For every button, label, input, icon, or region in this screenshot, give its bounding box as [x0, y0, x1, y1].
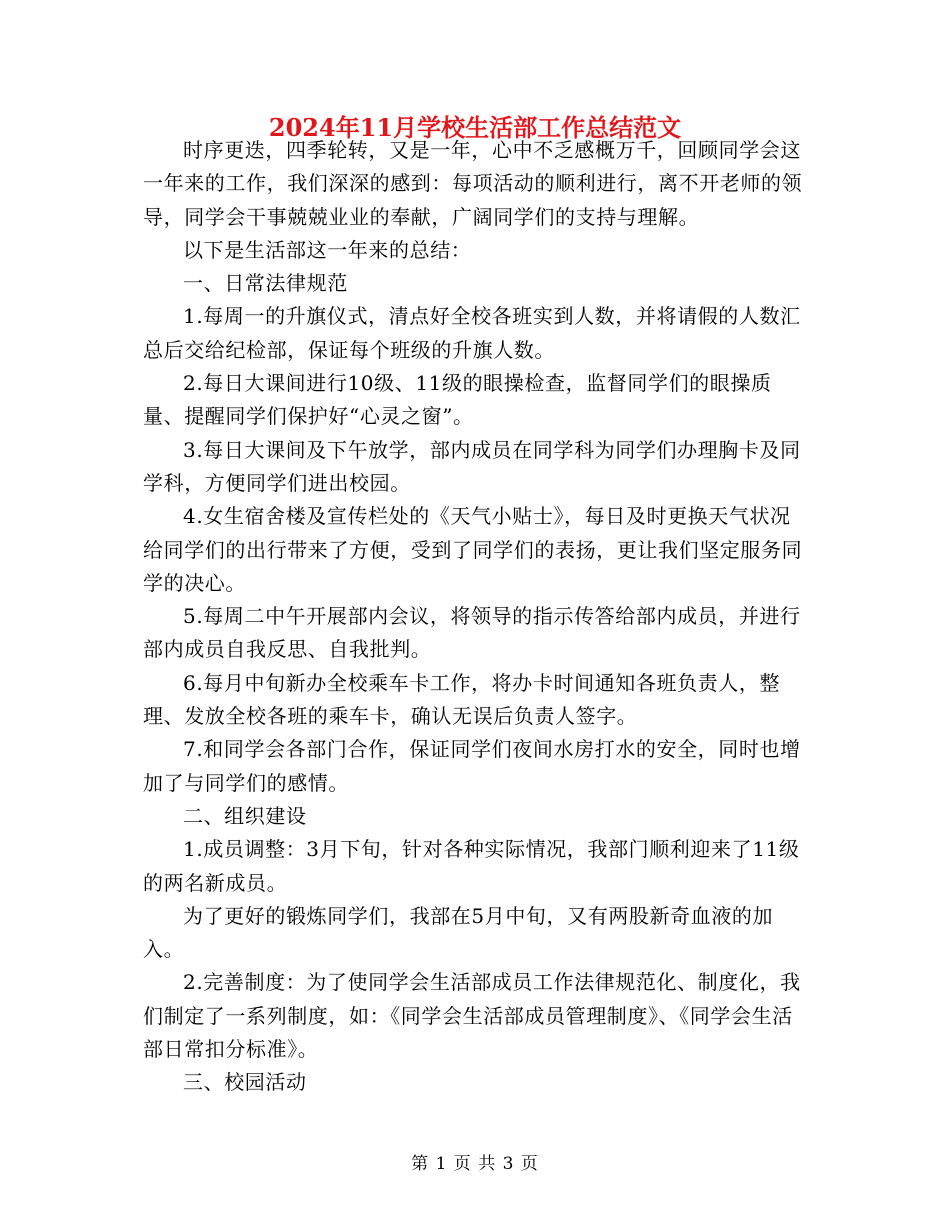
list-item-member-adjustment: 1.成员调整：3月下旬，针对各种实际情况，我部门顺利迎来了11级的两名新成员。 [143, 837, 800, 895]
list-item-rules-improvement: 2.完善制度：为了使同学会生活部成员工作法律规范化、制度化，我们制定了一系列制度，如：《同学会生活部成员管理制度》、《同学会生活部日常扣分标准》。 [143, 970, 801, 1062]
section-heading-organization: 二、组织建设 [183, 803, 307, 828]
section-heading-daily-rules: 一、日常法律规范 [183, 271, 348, 296]
list-item-weather-tips: 4.女生宿舍楼及宣传栏处的《天气小贴士》，每日及时更换天气状况给同学们的出行带来了方便，受到了同学们的表扬，更让我们坚定服务同学的决心。 [143, 504, 803, 595]
list-item-bus-card: 6.每月中旬新办全校乘车卡工作，将办卡时间通知各班负责人，整理、发放全校各班的乘车卡，确认无误后负责人签字。 [143, 670, 781, 729]
paragraph-intro: 时序更迭，四季轮转，又是一年，心中不乏感概万千，回顾同学会这一年来的工作，我们深深的感到：每项活动的顺利进行，离不开老师的领导，同学会干事兢兢业业的奉献，广阔同学们的支持与理解。 [143, 138, 803, 229]
list-item-eye-exercise: 2.每日大课间进行10级、11级的眼操检查，监督同学们的眼操质量、提醒同学们保护好“心灵之窗”。 [143, 371, 772, 429]
list-item-water-room: 7.和同学会各部门合作，保证同学们夜间水房打水的安全，同时也增加了与同学们的感情。 [143, 737, 801, 795]
list-item-badge-service: 3.每日大课间及下午放学，部内成员在同学科为同学们办理胸卡及同学科，方便同学们进出校园。 [143, 437, 801, 495]
list-item-weekly-meeting: 5.每周二中午开展部内会议，将领导的指示传答给部内成员，并进行部内成员自我反思、自我批判。 [143, 604, 801, 662]
list-item-flag-ceremony: 1.每周一的升旗仪式，清点好全校各班实到人数，并将请假的人数汇总后交给纪检部，保证每个班级的升旗人数。 [143, 304, 801, 362]
paragraph-summary-lead: 以下是生活部这一年来的总结： [183, 237, 472, 262]
document-body [143, 134, 808, 1100]
document-title: 2024年11月学校生活部工作总结范文 [268, 113, 682, 142]
paragraph-new-members: 为了更好的锻炼同学们，我部在5月中旬，又有两股新奇血液的加入。 [143, 903, 774, 962]
section-heading-campus-activities: 三、校园活动 [183, 1070, 307, 1095]
page-footer: 第 1 页 共 3 页 [411, 1154, 539, 1174]
